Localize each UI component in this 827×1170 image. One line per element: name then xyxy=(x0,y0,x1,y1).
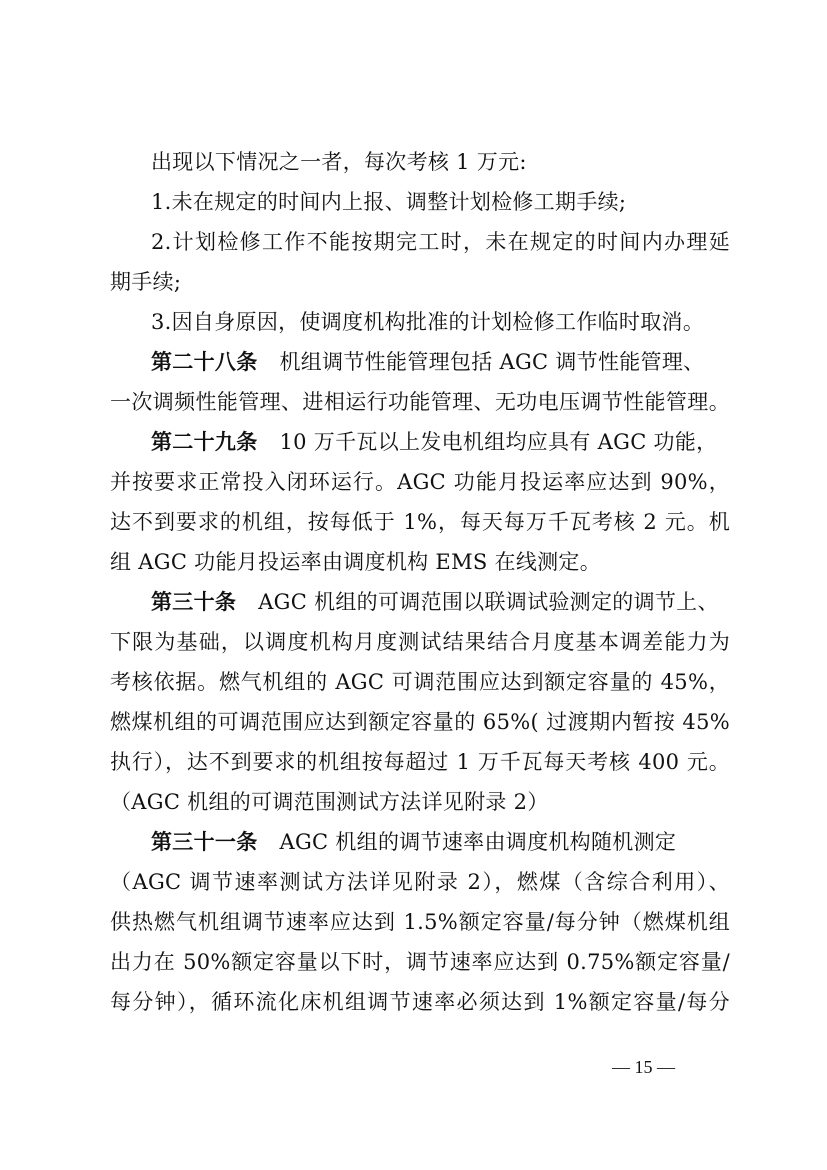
article-29-line-1 xyxy=(151,426,730,458)
article-28-line-2: 一次调频性能管理、进相运行功能管理、无功电压调节性能管理。 xyxy=(110,390,730,414)
article-31-line-5: 每分钟），循环流化床机组调节速率必须达到 1%额定容量/每分 xyxy=(110,990,730,1014)
article-30-heading: 第三十条 xyxy=(151,590,237,614)
article-29-line-4: 组 AGC 功能月投运率由调度机构 EMS 在线测定。 xyxy=(110,550,602,574)
article-31-text: AGC 机组的调节速率由调度机构随机测定 xyxy=(279,830,677,854)
article-29-line-2: 并按要求正常投入闭环运行。AGC 功能月投运率应达到 90%， xyxy=(110,470,730,494)
article-31-line-2: （AGC 调节速率测试方法详见附录 2），燃煤（含综合利用）、 xyxy=(110,870,730,894)
article-30-text: AGC 机组的可调范围以联调试验测定的调节上、 xyxy=(258,590,719,614)
article-30-line-4: 燃煤机组的可调范围应达到额定容量的 65%( 过渡期内暂按 45% xyxy=(110,710,730,734)
article-29-heading: 第二十九条 xyxy=(151,430,258,454)
article-30-line-2: 下限为基础，以调度机构月度测试结果结合月度基本调差能力为 xyxy=(110,630,730,654)
list-item-1: 1.未在规定的时间内上报、调整计划检修工期手续; xyxy=(151,190,627,214)
article-29-text: 10 万千瓦以上发电机组均应具有 AGC 功能， xyxy=(279,430,718,454)
article-29-line-3: 达不到要求的机组，按每低于 1%，每天每万千瓦考核 2 元。机 xyxy=(110,510,730,534)
article-30-line-6: （AGC 机组的可调范围测试方法详见附录 2） xyxy=(110,790,549,814)
list-item-3: 3.因自身原因，使调度机构批准的计划检修工作临时取消。 xyxy=(151,310,705,334)
article-31-line-1 xyxy=(151,826,730,858)
article-28-line-1 xyxy=(151,346,730,378)
article-30-line-1 xyxy=(151,586,730,618)
article-28-heading: 第二十八条 xyxy=(151,350,258,374)
article-30-line-3: 考核依据。燃气机组的 AGC 可调范围应达到额定容量的 45%， xyxy=(110,670,730,694)
article-30-line-5: 执行），达不到要求的机组按每超过 1 万千瓦每天考核 400 元。 xyxy=(110,750,730,774)
article-31-heading: 第三十一条 xyxy=(151,830,258,854)
list-item-2-line-2: 期手续; xyxy=(110,270,182,294)
article-28-text: 机组调节性能管理包括 AGC 调节性能管理、 xyxy=(279,350,705,374)
article-31-line-4: 出力在 50%额定容量以下时，调节速率应达到 0.75%额定容量/ xyxy=(110,950,730,974)
paragraph-intro: 出现以下情况之一者，每次考核 1 万元: xyxy=(151,150,527,174)
page-number: — 15 — xyxy=(612,1057,675,1077)
article-31-line-3: 供热燃气机组调节速率应达到 1.5%额定容量/每分钟（燃煤机组 xyxy=(110,910,730,934)
list-item-2-line-1: 2.计划检修工作不能按期完工时，未在规定的时间内办理延 xyxy=(151,230,730,254)
